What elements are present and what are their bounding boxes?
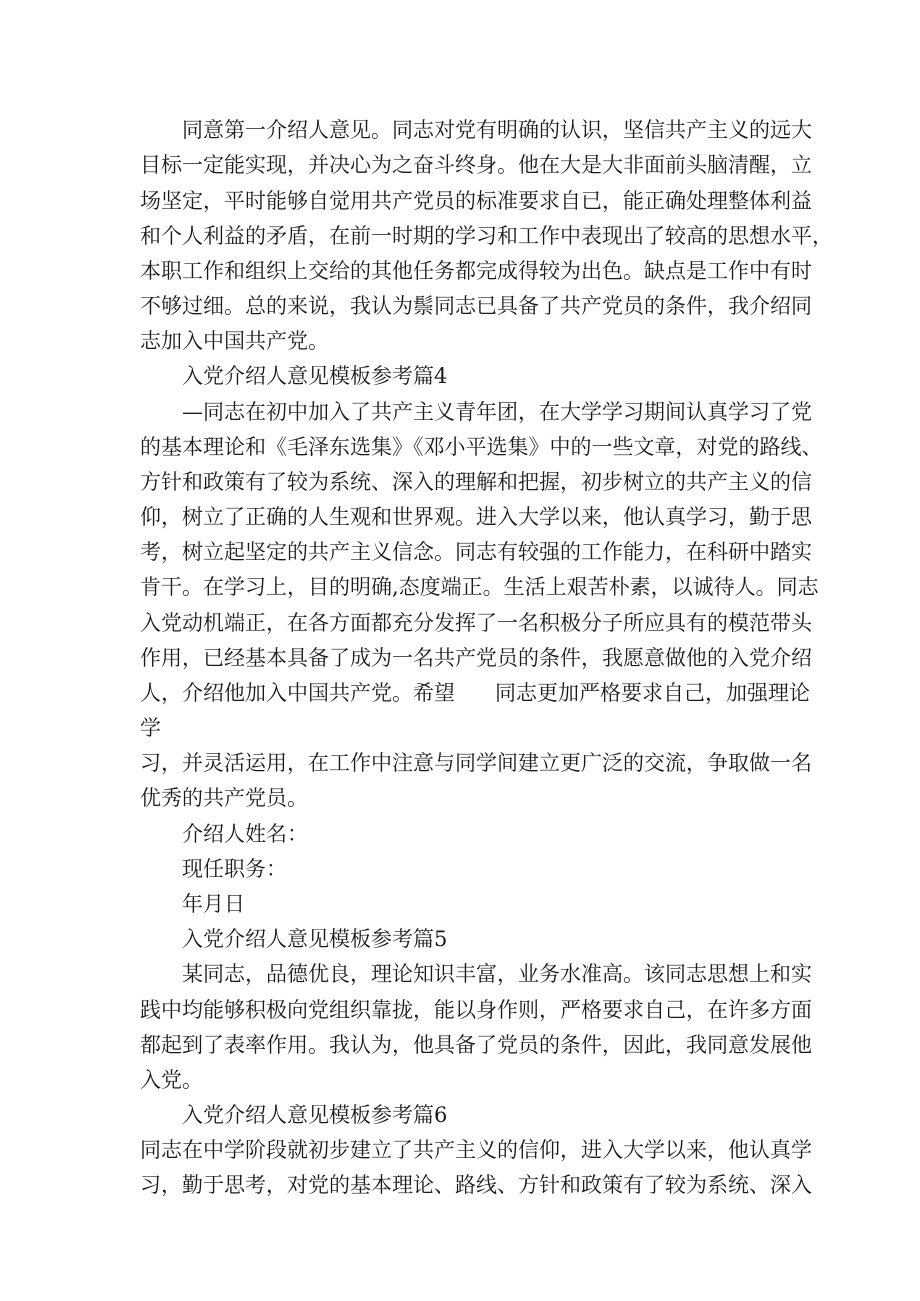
paragraph-line: 优秀的共产党员。 <box>140 786 308 810</box>
paragraph-line: 学 <box>140 716 161 740</box>
paragraph-line: 不够过细。总的来说，我认为鬃同志已具备了共产党员的条件，我介绍同 <box>140 294 812 318</box>
date-label: 年月日 <box>182 892 245 916</box>
paragraph-line: 方针和政策有了较为系统、深入的理解和把握，初步树立的共产主义的信 <box>140 470 812 494</box>
paragraph-line: 习，并灵活运用，在工作中注意与同学间建立更广泛的交流，争取做一名 <box>140 751 812 775</box>
paragraph-line: 考，树立起坚定的共产主义信念。同志有较强的工作能力，在科研中踏实 <box>140 540 812 564</box>
paragraph-line: 的基本理论和《毛泽东选集》《邓小平选集》中的一些文章，对党的路线、 <box>140 435 823 459</box>
paragraph-line: 入党动机端正，在各方面都充分发挥了一名积极分子所应具有的模范带头 <box>140 611 812 635</box>
paragraph-line: 仰，树立了正确的人生观和世界观。进入大学以来，他认真学习，勤于思 <box>140 505 812 529</box>
paragraph-line: 入党。 <box>140 1068 203 1092</box>
paragraph-line: 同意第一介绍人意见。同志对党有明确的认识，坚信共产主义的远大 <box>182 118 812 142</box>
paragraph-line: —同志在初中加入了共产主义青年团，在大学学习期间认真学习了党 <box>182 400 812 424</box>
introducer-name-label: 介绍人姓名： <box>182 822 308 846</box>
paragraph-line: 和个人利益的矛盾，在前一时期的学习和工作中表现出了较高的思想水平， <box>140 224 833 248</box>
paragraph-line: 某同志，品德优良，理论知识丰富，业务水准高。该同志思想上和实 <box>182 962 812 986</box>
paragraph-line: 作用，已经基本具备了成为一名共产党员的条件，我愿意做他的入党介绍 <box>140 646 812 670</box>
paragraph-line: 都起到了表率作用。我认为，他具备了党员的条件，因此，我同意发展他 <box>140 1033 812 1057</box>
paragraph-line: 同志在中学阶段就初步建立了共产主义的信仰，进入大学以来，他认真学 <box>140 1138 812 1162</box>
section-heading: 入党介绍人意见模板参考篇4 <box>182 364 448 388</box>
section-heading: 入党介绍人意见模板参考篇6 <box>182 1103 448 1127</box>
paragraph-line: 习，勤于思考，对党的基本理论、路线、方针和政策有了较为系统、深入 <box>140 1173 812 1197</box>
paragraph-line: 志加入中国共产党。 <box>140 329 329 353</box>
paragraph-line: 践中均能够积极向党组织靠拢，能以身作则，严格要求自己，在许多方面 <box>140 998 812 1022</box>
position-label: 现任职务： <box>182 857 287 881</box>
paragraph-line: 人，介绍他加入中国共产党。希望 同志更加严格要求自己，加强理论 <box>140 681 811 705</box>
section-heading: 入党介绍人意见模板参考篇5 <box>182 927 448 951</box>
paragraph-line: 场坚定，平时能够自觉用共产党员的标准要求自已，能正确处理整体利益 <box>140 189 812 213</box>
paragraph-line: 本职工作和组织上交给的其他任务都完成得较为出色。缺点是工作中有时 <box>140 259 812 283</box>
paragraph-line: 肯干。在学习上，目的明确,态度端正。生活上艰苦朴素，以诚待人。同志 <box>140 575 819 599</box>
paragraph-line: 目标一定能实现，并决心为之奋斗终身。他在大是大非面前头脑清醒，立 <box>140 153 812 177</box>
